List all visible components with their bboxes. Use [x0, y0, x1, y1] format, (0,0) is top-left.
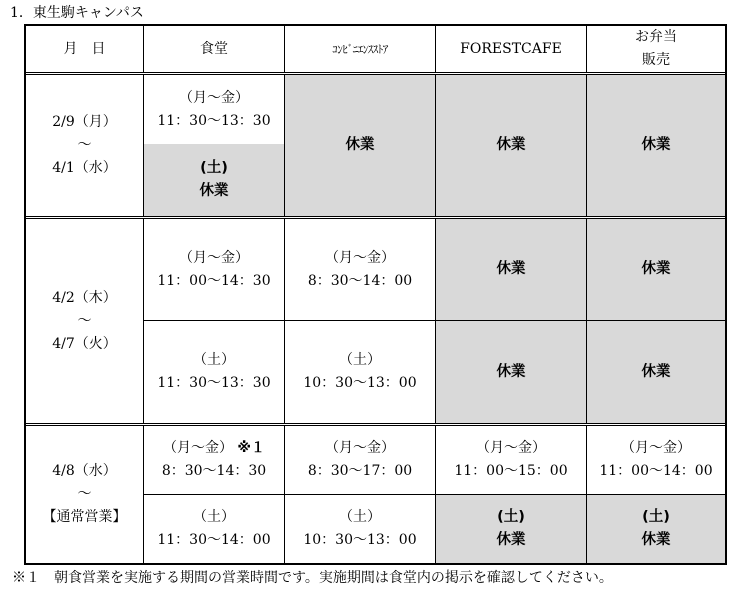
period2-bento-weekday-status: 休業	[641, 261, 671, 277]
period3-bento-weekday-label: （月～金）	[621, 440, 691, 456]
period3-forestcafe-weekday	[436, 426, 586, 494]
period1-cafeteria-weekday	[144, 75, 284, 144]
period2-date-from: 4/2（木）	[52, 289, 117, 306]
header-convenience-label: ｺﾝﾋﾞﾆｴﾝｽｽﾄｱ	[332, 42, 388, 56]
period1-bento	[587, 75, 725, 216]
column-divider	[143, 26, 144, 563]
period3-convenience-sat	[285, 495, 435, 563]
period2-tilde: ～	[77, 312, 92, 329]
period3-forestcafe-sat-status: 休業	[496, 532, 526, 548]
period3-bento-sat	[587, 495, 725, 563]
period3-convenience-sat-hours: 10：30～13：00	[303, 532, 417, 548]
header-bento-label-2: 販売	[642, 52, 670, 68]
period2-forestcafe-sat	[436, 321, 586, 423]
footnote: ※１ 朝食営業を実施する期間の営業時間です。実施期間は食堂内の掲示を確認してください。	[12, 570, 613, 586]
period3-tilde: ～	[77, 486, 92, 502]
period3-cafeteria-sat	[144, 495, 284, 563]
period1-date-to: 4/1（水）	[52, 160, 117, 176]
period3-bento-weekday-hours: 11：00～14：00	[599, 463, 713, 479]
row-divider-double	[26, 423, 725, 426]
row-divider	[284, 144, 285, 145]
period1-cafeteria-sat-label: (土)	[200, 160, 228, 176]
period3-convenience-weekday	[285, 426, 435, 494]
header-bento-label-1: お弁当	[635, 29, 677, 45]
period3-date-note: 【通常営業】	[42, 509, 127, 525]
footnote-mark: ※１	[237, 440, 266, 456]
period1-convenience	[285, 75, 435, 216]
period3-convenience-weekday-hours: 8：30～17：00	[307, 463, 413, 479]
period2-cafeteria-sat-hours: 11：30～13：30	[157, 375, 271, 391]
period2-date-to: 4/7（火）	[52, 335, 117, 352]
period1-cafeteria-sat	[144, 144, 284, 216]
header-date	[26, 26, 143, 72]
period3-date	[26, 426, 143, 563]
period2-convenience-weekday	[285, 219, 435, 320]
period1-bento-status: 休業	[641, 137, 671, 153]
period2-forestcafe-sat-status: 休業	[496, 363, 526, 380]
period2-cafeteria-weekday	[144, 219, 284, 320]
header-bento	[587, 26, 725, 72]
period3-forestcafe-weekday-hours: 11：00～15：00	[454, 463, 568, 479]
period1-tilde: ～	[77, 137, 92, 153]
period2-bento-weekday	[587, 219, 725, 320]
period2-bento-sat	[587, 321, 725, 423]
row-divider	[143, 320, 725, 321]
period2-forestcafe-weekday	[436, 219, 586, 320]
header-forestcafe-label: FORESTCAFE	[460, 40, 562, 57]
period2-bento-sat-status: 休業	[641, 363, 671, 380]
period3-forestcafe-sat-label: (土)	[497, 509, 525, 525]
period3-date-from: 4/8（水）	[52, 463, 117, 479]
row-divider-double	[26, 216, 725, 219]
header-cafeteria	[144, 26, 284, 72]
period2-convenience-weekday-label: （月～金）	[325, 249, 395, 266]
period3-cafeteria-weekday	[144, 426, 284, 494]
period1-date	[26, 75, 143, 216]
period1-forestcafe	[436, 75, 586, 216]
header-forestcafe	[436, 26, 586, 72]
period2-cafeteria-weekday-label: （月～金）	[179, 249, 249, 266]
column-divider	[586, 26, 587, 563]
period2-convenience-sat-hours: 10：30～13：00	[303, 375, 417, 391]
column-divider	[284, 26, 285, 563]
section-title: 1．東生駒キャンパス	[10, 5, 144, 21]
period3-convenience-weekday-label: （月～金）	[325, 440, 395, 456]
column-divider	[435, 26, 436, 563]
header-date-label: 月 日	[63, 40, 106, 57]
period3-forestcafe-sat	[436, 495, 586, 563]
period3-cafeteria-weekday-label: （月～金）	[162, 440, 233, 456]
period3-cafeteria-weekday-hours: 8：30～14：30	[161, 463, 267, 479]
period1-cafeteria-weekday-hours: 11：30～13：30	[157, 112, 271, 129]
period3-cafeteria-weekday-line	[163, 437, 265, 460]
header-cafeteria-label: 食堂	[200, 40, 228, 57]
period2-cafeteria-sat	[144, 321, 284, 423]
row-divider	[143, 494, 725, 495]
period2-cafeteria-weekday-hours: 11：00～14：30	[157, 272, 271, 289]
period3-forestcafe-weekday-label: （月～金）	[476, 440, 546, 456]
period1-cafeteria-sat-status: 休業	[199, 183, 229, 199]
period1-forestcafe-status: 休業	[496, 137, 526, 153]
period3-bento-sat-label: (土)	[642, 509, 670, 525]
period3-bento-weekday	[587, 426, 725, 494]
period2-convenience-sat-label: （土）	[339, 352, 381, 368]
period3-convenience-sat-label: （土）	[339, 509, 381, 525]
period1-cafeteria-weekday-label: （月～金）	[179, 89, 249, 106]
period2-cafeteria-sat-label: （土）	[193, 352, 235, 368]
hours-table	[24, 24, 727, 565]
period2-convenience-weekday-hours: 8：30～14：00	[307, 272, 413, 289]
period3-cafeteria-sat-label: （土）	[193, 509, 235, 525]
header-convenience	[285, 26, 435, 72]
period1-date-from: 2/9（月）	[52, 114, 117, 130]
row-divider-double	[26, 72, 725, 75]
period3-cafeteria-sat-hours: 11：30～14：00	[157, 532, 271, 548]
period2-convenience-sat	[285, 321, 435, 423]
period2-date	[26, 219, 143, 423]
period2-forestcafe-weekday-status: 休業	[496, 261, 526, 277]
period3-bento-sat-status: 休業	[641, 532, 671, 548]
period1-convenience-status: 休業	[345, 137, 375, 153]
